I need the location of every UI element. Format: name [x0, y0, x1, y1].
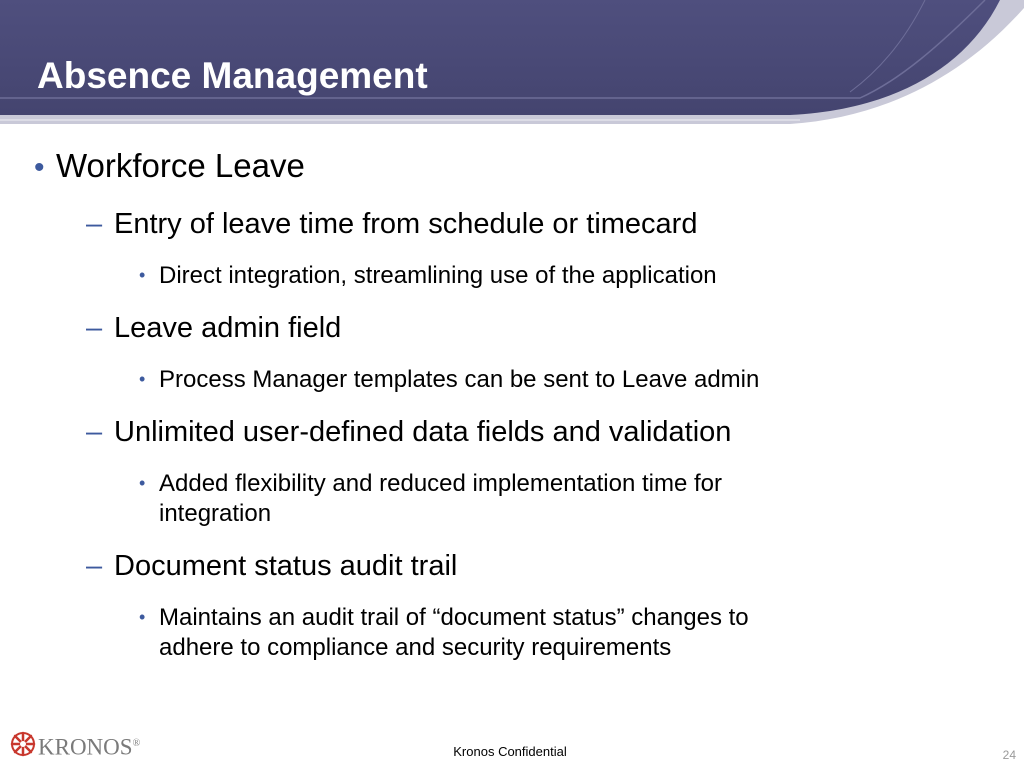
page-number: 24 [1002, 748, 1016, 762]
confidential-notice: Kronos Confidential [453, 744, 567, 759]
bullet-level3-direct-integration [139, 260, 717, 291]
bullet-text: Leave admin field [114, 312, 342, 344]
bullet-level2-document-status-audit-trail [86, 548, 457, 584]
bullet-level2-unlimited-user-defined-fields [86, 414, 731, 450]
bullet-text: Workforce Leave [56, 147, 305, 184]
bullet-level3-process-manager-templates [139, 364, 759, 395]
bullet-level2-leave-admin-field [86, 310, 341, 346]
bullet-text: Entry of leave time from schedule or timecard [114, 208, 698, 240]
bullet-marker: • [34, 151, 45, 184]
dash-marker: – [86, 416, 103, 448]
bullet-text-line1: Added flexibility and reduced implementation time for [159, 470, 722, 497]
bullet-text-line2: adhere to compliance and security requirements [159, 634, 672, 661]
bullet-level3-maintains-audit-trail [139, 602, 749, 663]
bullet-marker: • [139, 265, 146, 285]
bullet-level3-added-flexibility [139, 468, 722, 529]
kronos-logo-wordmark: KRONOS® [38, 734, 141, 760]
bullet-marker: • [139, 607, 146, 627]
dash-marker: – [86, 312, 103, 344]
bullet-marker: • [139, 473, 146, 493]
bullet-text: Unlimited user-defined data fields and validation [114, 416, 732, 448]
bullet-level1-workforce-leave [34, 146, 305, 188]
bullet-text-line1: Maintains an audit trail of “document status” changes to [159, 604, 749, 631]
dash-marker: – [86, 208, 103, 240]
bullet-level2-entry-of-leave-time [86, 206, 697, 242]
bullet-text: Process Manager templates can be sent to Leave admin [159, 366, 760, 393]
kronos-logo-mark-icon [10, 728, 38, 760]
dash-marker: – [86, 550, 103, 582]
bullet-text: Direct integration, streamlining use of the application [159, 262, 717, 289]
slide-title: Absence Management [37, 55, 428, 96]
bullet-marker: • [139, 369, 146, 389]
bullet-text-line2: integration [159, 500, 272, 527]
kronos-logo [10, 728, 140, 760]
bullet-text: Document status audit trail [114, 550, 458, 582]
